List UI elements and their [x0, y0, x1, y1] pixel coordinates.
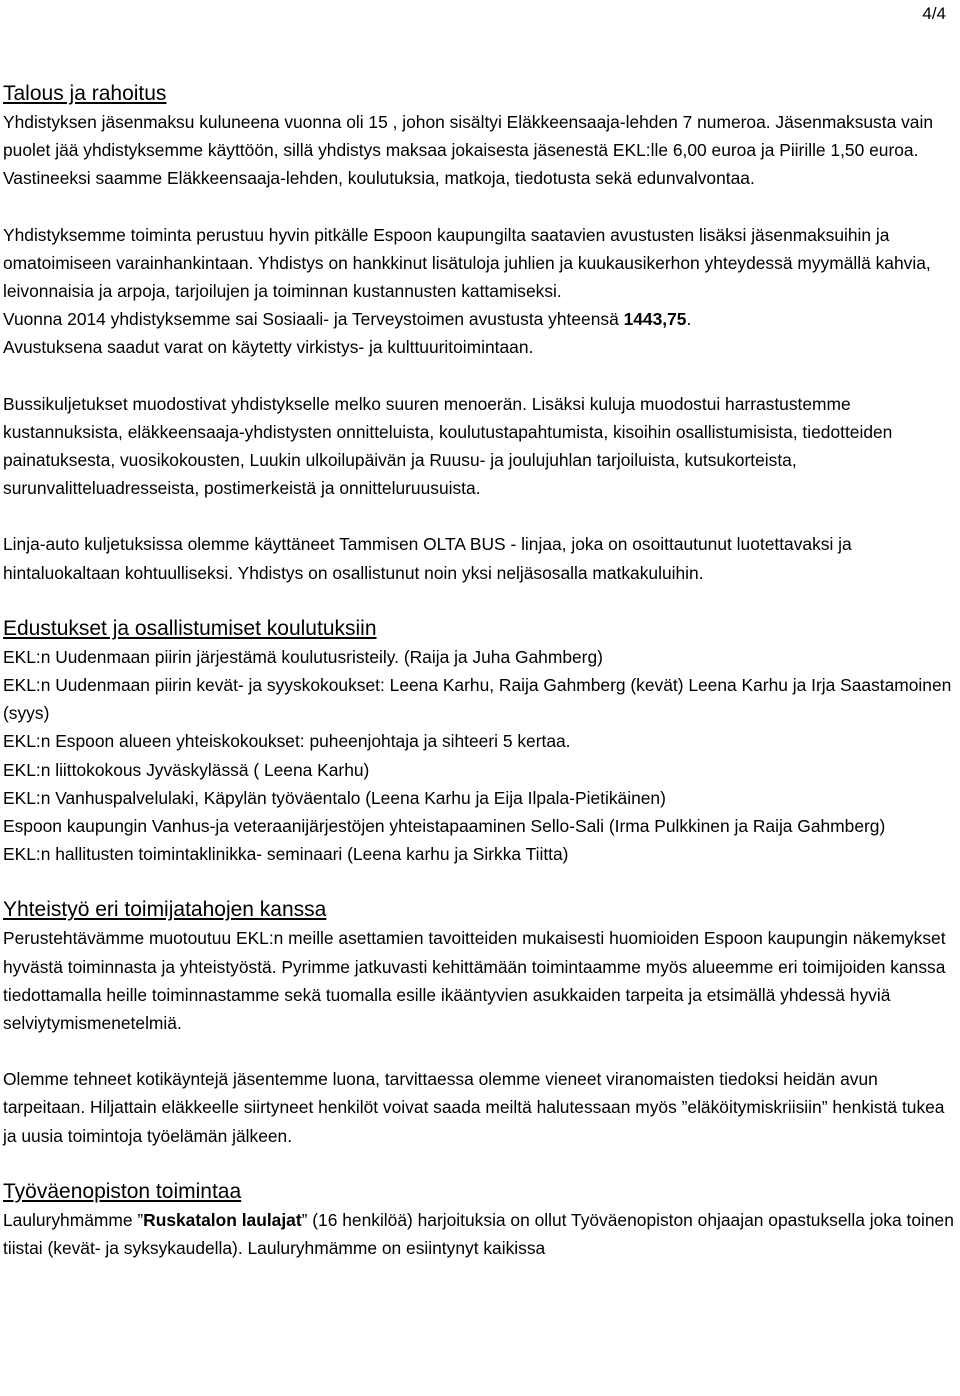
paragraph-membership-fee: Yhdistyksen jäsenmaksu kuluneena vuonna oli 15 , johon sisältyi Eläkkeensaaja-lehden 7 numeroa. Jäsenmaksusta vain puolet jää yhdistyksemme käyttöön, sillä yhdistys maksaa jokaisesta jäsenestä EKL:lle 6,00 euroa ja Piirille 1,50 euroa. Vastineeksi saamme Eläkkeensaaja-lehden, koulutuksia, matkoja, tiedotusta sekä edunvalvontaa. — [3, 112, 933, 189]
paragraph-choir: Lauluryhmämme ”Ruskatalon laulajat” (16 henkilöä) harjoituksia on ollut Työväenopiston ohjaajan opastuksella joka toinen tiistai (kevät- ja syksykaudella). Lauluryhmämme on esiintynyt kaikissa — [3, 1209, 954, 1259]
heading-talous: Talous ja rahoitus — [3, 82, 167, 105]
heading-yhteistyo: Yhteistyö eri toimijatahojen kanssa — [3, 898, 327, 922]
list-item: EKL:n hallitusten toimintaklinikka- seminaari (Leena karhu ja Sirkka Tiitta) — [3, 844, 569, 865]
paragraph-grant: Vuonna 2014 yhdistyksemme sai Sosiaali- ja Terveystoimen avustusta yhteensä 1443,75. — [3, 309, 692, 330]
grant-amount: 1443,75 — [623, 309, 687, 330]
section-tyovaenopisto — [3, 1178, 958, 1262]
list-item: Espoon kaupungin Vanhus-ja veteraanijärjestöjen yhteistapaaminen Sello-Sali (Irma Pulkkinen ja Raija Gahmberg) — [3, 816, 886, 837]
list-item: EKL:n Uudenmaan piirin järjestämä koulutusristeily. (Raija ja Juha Gahmberg) — [3, 646, 603, 667]
section-yhteistyo — [3, 896, 958, 1149]
paragraph-funding: Yhdistyksemme toiminta perustuu hyvin pitkälle Espoon kaupungilta saatavien avustusten lisäksi jäsenmaksuihin ja omatoimiseen varainhankintaan. Yhdistys on hankkinut lisätuloja juhlien ja kuukausikerhon yhteydessä myymällä kahvia, leivonnaisia ja arpoja, tarjoilujen ja toiminnan kustannusten kattamiseksi. — [3, 224, 931, 302]
section-edustukset — [3, 615, 958, 869]
list-item: EKL:n Espoon alueen yhteiskokoukset: puheenjohtaja ja sihteeri 5 kertaa. — [3, 731, 571, 752]
list-item: EKL:n Uudenmaan piirin kevät- ja syyskokoukset: Leena Karhu, Raija Gahmberg (kevät) Leena Karhu ja Irja Saastamoinen (syys) — [3, 675, 952, 724]
paragraph-grant-use: Avustuksena saadut varat on käytetty virkistys- ja kulttuuritoimintaan. — [3, 337, 534, 358]
list-item: EKL:n liittokokous Jyväskylässä ( Leena Karhu) — [3, 759, 370, 780]
page-number: 4/4 — [922, 4, 946, 23]
heading-edustukset: Edustukset ja osallistumiset koulutuksiin — [3, 616, 377, 640]
list-item: EKL:n Vanhuspalvelulaki, Käpylän työväentalo (Leena Karhu ja Eija Ilpala-Pietikäinen) — [3, 787, 666, 808]
choir-name: Ruskatalon laulajat — [143, 1209, 302, 1230]
paragraph-home-visits: Olemme tehneet kotikäyntejä jäsentemme luona, tarvittaessa olemme vieneet viranomaisten tiedoksi heidän avun tarpeitaan. Hiljattain eläkkeelle siirtyneet henkilöt voivat saada meiltä halutessaan myös ”eläköitymiskriisiin” henkistä tukea ja uusia toimintoja työelämän jälkeen. — [3, 1069, 945, 1146]
paragraph-expenses: Bussikuljetukset muodostivat yhdistykselle melko suuren menoerän. Lisäksi kuluja muodostui harrastustemme kustannuksista, eläkkeensaaja-yhdistysten onnitteluista, koulutustapahtumista, kisoihin osallistumisista, tiedotteiden painatuksesta, vuosikokousten, Luukin ulkoilupäivän ja Ruusu- ja joulujuhlan tarjoiluista, kutsukorteista, surunvalitteluadresseista, postimerkeistä ja onnitteluruusuista. — [3, 393, 893, 499]
section-talous — [3, 80, 958, 587]
document-body — [3, 80, 958, 1262]
paragraph-cooperation: Perustehtävämme muotoutuu EKL:n meille asettamien tavoitteiden mukaisesti huomioiden Espoon kaupungin näkemykset hyvästä toiminnasta ja yhteistyöstä. Pyrimme jatkuvasti kehittämään toimintaamme myös alueemme eri toimijoiden kanssa tiedottamalla heille toiminnastamme sekä tuomalla esille ikääntyvien asukkaiden tarpeita ja etsimällä yhdessä hyviä selviytymismenetelmiä. — [3, 928, 946, 1034]
heading-tyovaenopisto: Työväenopiston toimintaa — [3, 1179, 242, 1203]
paragraph-bus: Linja-auto kuljetuksissa olemme käyttäneet Tammisen OLTA BUS - linjaa, joka on osoittautunut luotettavaksi ja hintaluokaltaan kohtuulliseksi. Yhdistys on osallistunut noin yksi neljäsosalla matkakuluihin. — [3, 534, 852, 583]
